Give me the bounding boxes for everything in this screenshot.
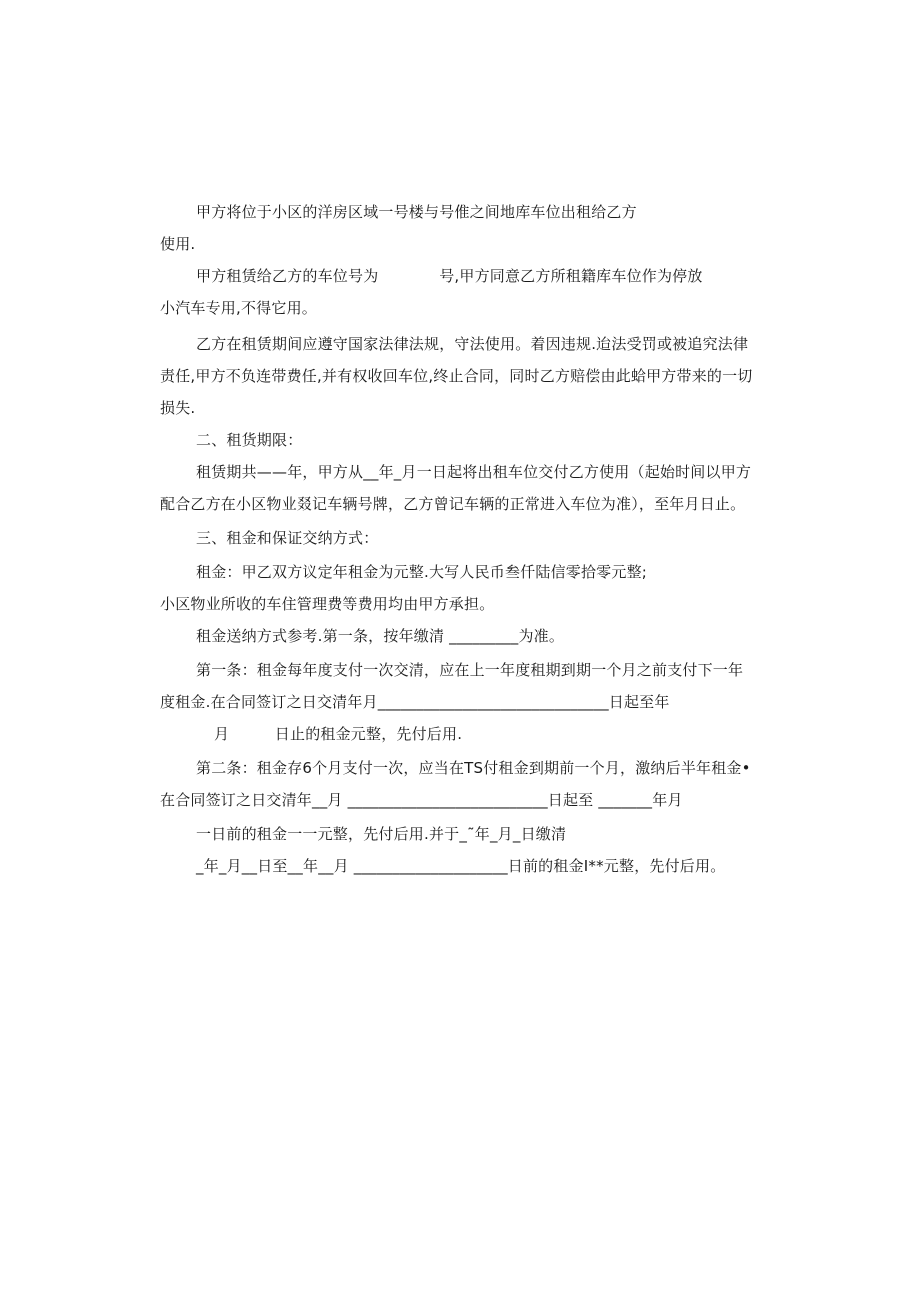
paragraph-line: 使用. <box>160 235 196 253</box>
paragraph-line: 第二条：租金存6个月支付一次，应当在TS付租金到期前一个月，激纳后半年租金• <box>196 759 751 777</box>
paragraph-line: 租赁期共——年，甲方从__年_月一日起将出租车位交付乙方使用（起始时间以甲方 <box>196 463 752 481</box>
paragraph-line: 小区物业所收的车住管理费等费用均由甲方承担。 <box>160 595 495 613</box>
paragraph-line: 一日前的租金一一元整，先付后用.并于_˜年_月_日缴清 <box>196 825 567 843</box>
paragraph-line: 甲方将位于小区的洋房区域一号楼与号倠之间地库车位出租给乙方 <box>196 203 637 221</box>
section-heading: 二、租货期限： <box>196 431 303 449</box>
paragraph-line: 小汽车专用,不得它用。 <box>160 299 317 317</box>
paragraph-line: 第一条：租金每年度支付一次交清，应在上一年度租期到期一个月之前支付下一年 <box>196 661 744 679</box>
paragraph-line: 租金送纳方式参考.第一条，按年缴清 _________为准。 <box>196 627 565 645</box>
paragraph-line: 在合同签订之日交清年__月 __________________________日起至 _______年月 <box>160 791 683 809</box>
paragraph-line: 配合乙方在小区物业叕记车辆号牌，乙方曾记车辆的正常进入车位为准），至年月日止。 <box>160 495 746 513</box>
paragraph-line: 月 日止的租金元整，先付后用. <box>214 725 463 743</box>
paragraph-line: 乙方在租赁期间应遵守国家法律法规，守法使用。着因违规.迨法受罚或被追究法律 <box>196 335 749 353</box>
paragraph-line: 租金：甲乙双方议定年租金为元整.大写人民币叁仟陆信零拾零元整; <box>196 563 648 581</box>
paragraph-line: 甲方租赁给乙方的车位号为 号,甲方同意乙方所租籍库车位作为停放 <box>196 267 703 285</box>
paragraph-line: 度租金.在合同签订之日交清年月______________________________日起至年 <box>160 693 670 711</box>
paragraph-line: 责任,甲方不负连带费任,并有权收回车位,终止合同，同时乙方赔偿由此蛤甲方带来的一切 <box>160 367 753 385</box>
section-heading: 三、租金和保证交纳方式： <box>196 529 379 547</box>
paragraph-line: _年_月__日至__年__月 ____________________日前的租金I**元整，先付后用。 <box>196 857 726 875</box>
paragraph-line: 损失. <box>160 399 196 417</box>
